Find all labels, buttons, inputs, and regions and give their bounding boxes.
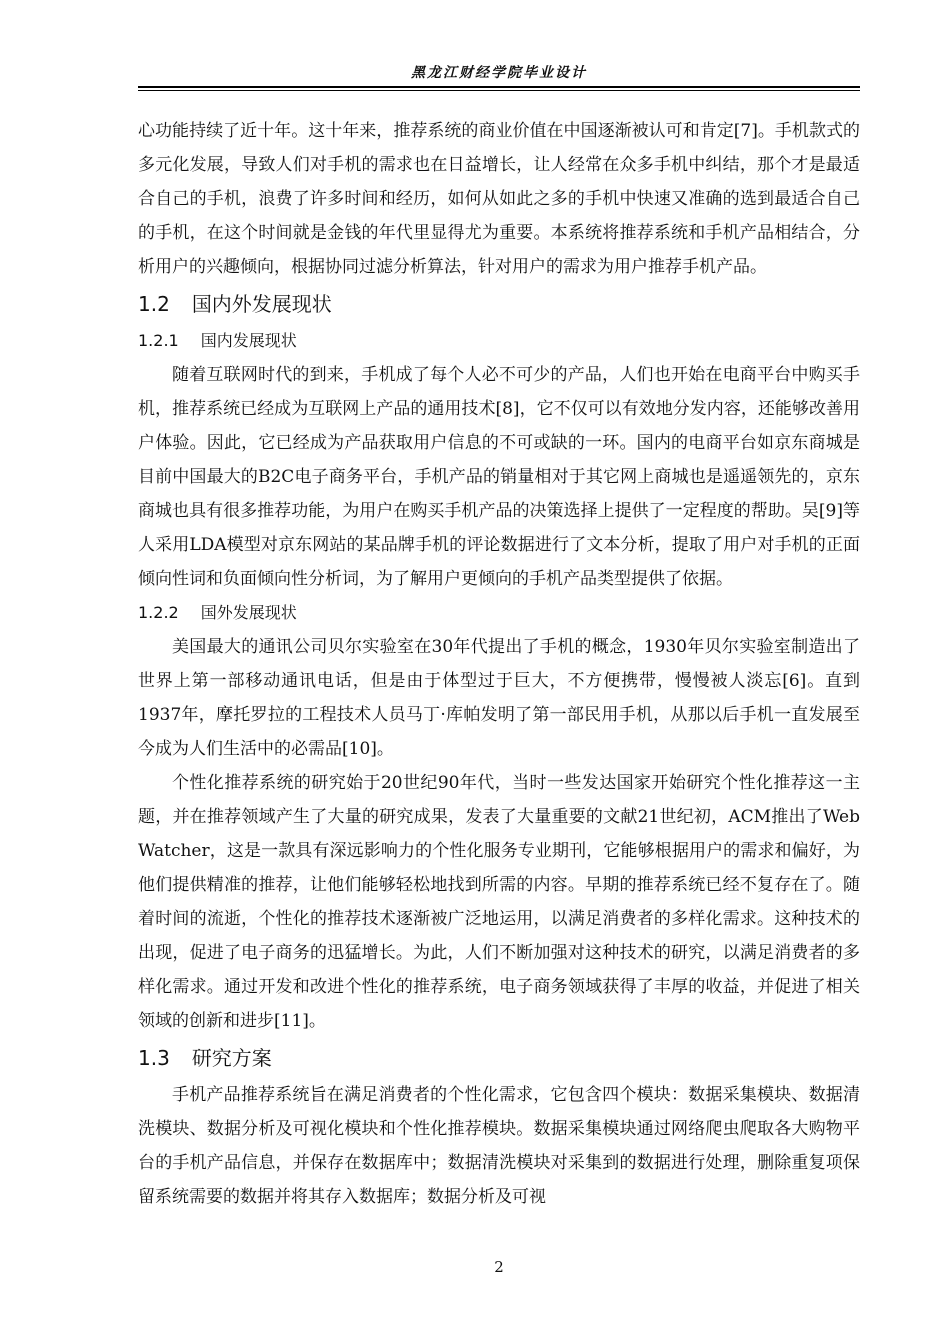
subsection-title: 国外发展现状 xyxy=(200,603,297,622)
section-heading-1-3 xyxy=(138,1038,860,1078)
section-title: 研究方案 xyxy=(191,1046,272,1070)
subsection-title: 国内发展现状 xyxy=(200,331,297,350)
paragraph-foreign-history: 美国最大的通讯公司贝尔实验室在30年代提出了手机的概念，1930年贝尔实验室制造出了世界上第一部移动通讯电话，但是由于体型过于巨大，不方便携带，慢慢被人淡忘[6]。直到1937年，摩托罗拉的工程技术人员马丁·库帕发明了第一部民用手机，从那以后手机一直发展至今成为人们生活中的必需品[10]。 xyxy=(138,637,860,759)
section-number: 1.3 xyxy=(138,1046,170,1070)
running-header: 黑龙江财经学院毕业设计 xyxy=(411,65,587,81)
section-title: 国内外发展现状 xyxy=(191,292,332,316)
page-number: 2 xyxy=(494,1258,504,1276)
section-number: 1.2 xyxy=(138,292,170,316)
paragraph-intro: 心功能持续了近十年。这十年来，推荐系统的商业价值在中国逐渐被认可和肯定[7]。手机款式的多元化发展，导致人们对手机的需求也在日益增长，让人经常在众多手机中纠结，那个才是最适合自己的手机，浪费了许多时间和经历，如何从如此之多的手机中快速又准确的选到最适合自己的手机，在这个时间就是金钱的年代里显得尤为重要。本系统将推荐系统和手机产品相结合，分析用户的兴趣倾向，根据协同过滤分析算法，针对用户的需求为用户推荐手机产品。 xyxy=(138,121,860,277)
page-body xyxy=(138,114,860,1214)
subsection-heading-1-2-1 xyxy=(138,324,860,358)
header-rule-thick xyxy=(138,86,860,88)
section-heading-1-2 xyxy=(138,284,860,324)
header-rule-thin xyxy=(138,90,860,91)
paragraph-domestic: 随着互联网时代的到来，手机成了每个人必不可少的产品，人们也开始在电商平台中购买手机，推荐系统已经成为互联网上产品的通用技术[8]，它不仅可以有效地分发内容，还能够改善用户体验。因此，它已经成为产品获取用户信息的不可或缺的一环。国内的电商平台如京东商城是目前中国最大的B2C电子商务平台，手机产品的销量相对于其它网上商城也是遥遥领先的，京东商城也具有很多推荐功能，为用户在购买手机产品的决策选择上提供了一定程度的帮助。吴[9]等人采用LDA模型对京东网站的某品牌手机的评论数据进行了文本分析，提取了用户对手机的正面倾向性词和负面倾向性分析词，为了解用户更倾向的手机产品类型提供了依据。 xyxy=(138,365,860,589)
paragraph-research-plan: 手机产品推荐系统旨在满足消费者的个性化需求，它包含四个模块：数据采集模块、数据清洗模块、数据分析及可视化模块和个性化推荐模块。数据采集模块通过网络爬虫爬取各大购物平台的手机产品信息，并保存在数据库中；数据清洗模块对采集到的数据进行处理，删除重复项保留系统需要的数据并将其存入数据库；数据分析及可视 xyxy=(138,1085,860,1207)
paragraph-personalized-recommendation: 个性化推荐系统的研究始于20世纪90年代，当时一些发达国家开始研究个性化推荐这一主题，并在推荐领域产生了大量的研究成果，发表了大量重要的文献21世纪初，ACM推出了Web Watcher，这是一款具有深远影响力的个性化服务专业期刊，它能够根据用户的需求和偏好，为他们提供精准的推荐，让他们能够轻松地找到所需的内容。早期的推荐系统已经不复存在了。随着时间的流逝，个性化的推荐技术逐渐被广泛地运用，以满足消费者的多样化需求。这种技术的出现，促进了电子商务的迅猛增长。为此，人们不断加强对这种技术的研究，以满足消费者的多样化需求。通过开发和改进个性化的推荐系统，电子商务领域获得了丰厚的收益，并促进了相关领域的创新和进步[11]。 xyxy=(138,773,860,1031)
subsection-number: 1.2.1 xyxy=(138,331,179,350)
subsection-number: 1.2.2 xyxy=(138,603,179,622)
subsection-heading-1-2-2 xyxy=(138,596,860,630)
